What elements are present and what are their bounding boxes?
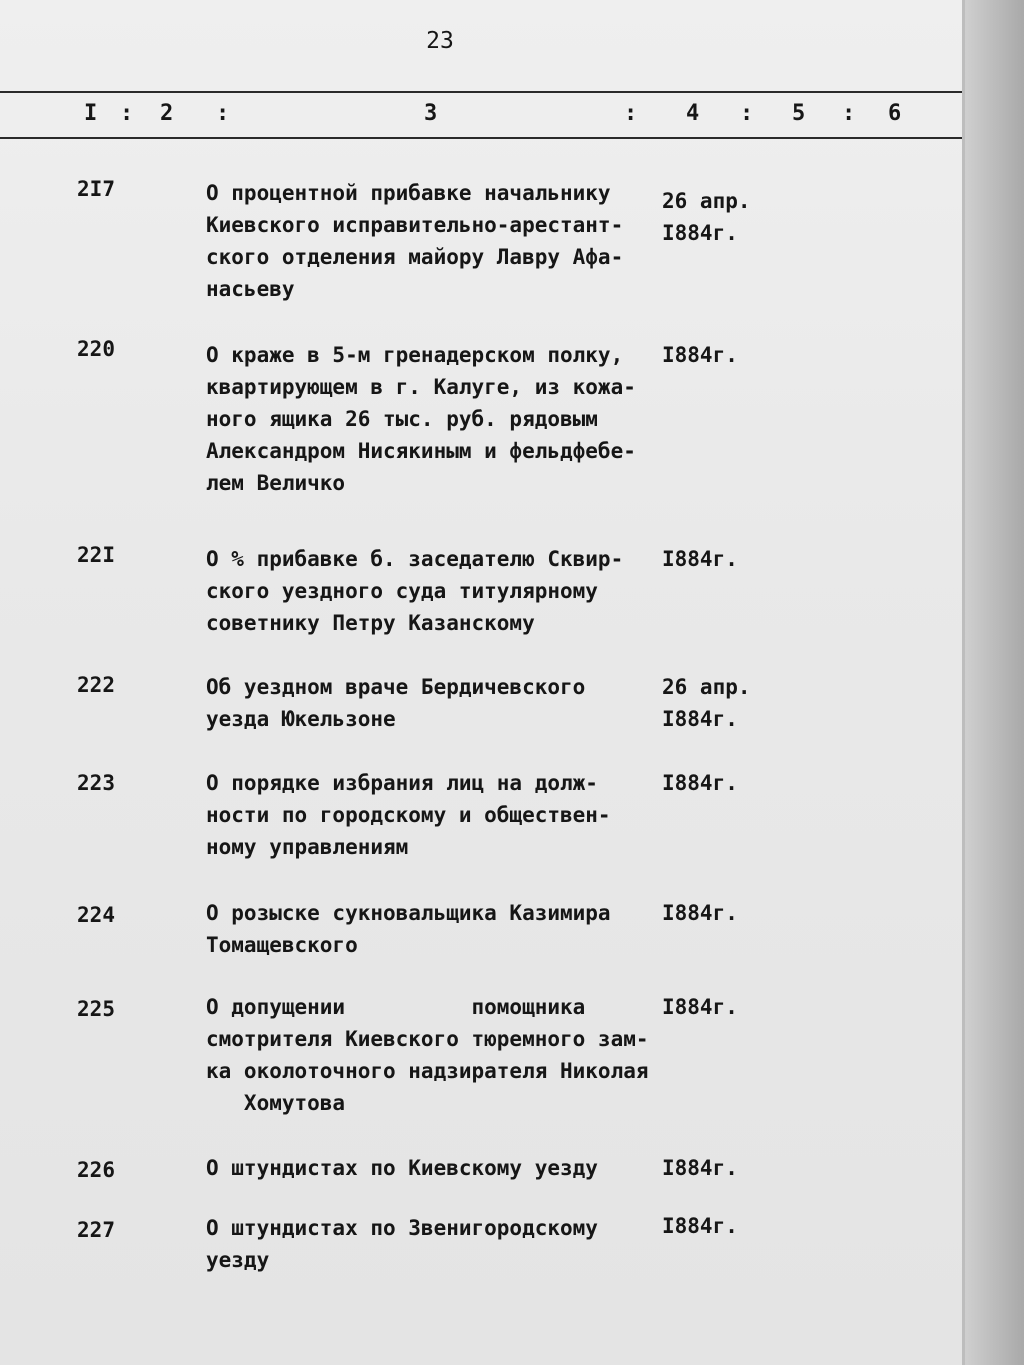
entry-description: О допущении помощника смотрителя Киевского тюремного зам- ка околоточного надзирателя Николая Хомутова [206, 995, 649, 1115]
entry-date: I884г. [662, 901, 738, 925]
entry-number: 22I [77, 543, 115, 567]
entry-date: I884г. [662, 995, 738, 1019]
entry-number: 222 [77, 673, 115, 697]
column-header-2: 2 [160, 101, 174, 126]
entry-description: Об уездном враче Бердичевского уезда Юкельзоне [206, 675, 586, 731]
column-separator: : [624, 101, 638, 126]
column-header-3: 3 [424, 101, 438, 126]
entry-date: I884г. [662, 1156, 738, 1180]
entry-description: О штундистах по Звенигородскому уезду [206, 1216, 598, 1272]
entry-number: 223 [77, 771, 115, 795]
entry-description: О краже в 5-м гренадерском полку, квартирующем в г. Калуге, из кожа- ного ящика 26 тыс. руб. рядовым Александром Нисякиным и фельдфебе- лем Величко [206, 343, 636, 495]
header-top-rule [0, 91, 962, 93]
entry-description: О процентной прибавке начальнику Киевского исправительно-арестант- ского отделения майору Лавру Афа- насьеву [206, 181, 624, 301]
entry-date: 26 апр. I884г. [662, 189, 751, 245]
entry-number: 224 [77, 903, 115, 927]
entry-number: 2I7 [77, 177, 115, 201]
entry-date: I884г. [662, 1214, 738, 1238]
header-bottom-rule [0, 137, 962, 139]
adjacent-page-edge [965, 0, 1024, 1365]
entry-description: О штундистах по Киевскому уезду [206, 1156, 598, 1180]
entry-number: 225 [77, 997, 115, 1021]
column-header-6: 6 [888, 101, 902, 126]
column-separator: : [842, 101, 856, 126]
entry-date: I884г. [662, 343, 738, 367]
column-separator: : [216, 101, 230, 126]
entry-description: О % прибавке б. заседателю Сквир- ского уездного суда титулярному советнику Петру Казанскому [206, 547, 624, 635]
entry-date: I884г. [662, 547, 738, 571]
entry-date: I884г. [662, 771, 738, 795]
entry-description: О порядке избрания лиц на долж- ности по городскому и обществен- ному управлениям [206, 771, 611, 859]
entry-number: 226 [77, 1158, 115, 1182]
entry-number: 220 [77, 337, 115, 361]
column-separator: : [740, 101, 754, 126]
column-separator: : [120, 101, 134, 126]
entry-date: 26 апр. I884г. [662, 675, 751, 731]
entry-number: 227 [77, 1218, 115, 1242]
page-number: 23 [426, 28, 454, 54]
column-header-4: 4 [686, 101, 700, 126]
column-header-1: I [84, 101, 98, 126]
entry-description: О розыске сукновальщика Казимира Томащевского [206, 901, 611, 957]
column-header-5: 5 [792, 101, 806, 126]
